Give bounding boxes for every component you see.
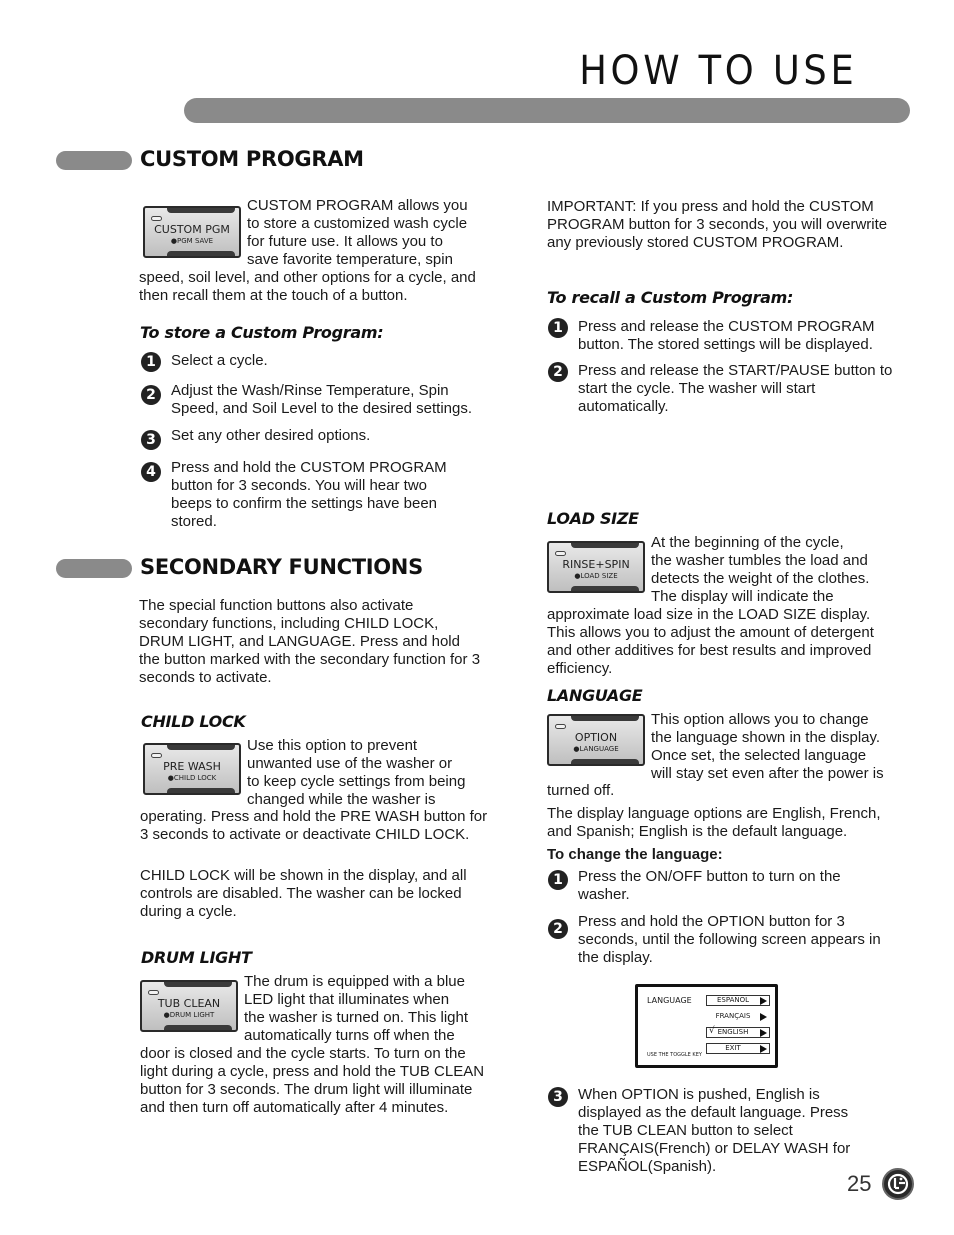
drum-light-wrap: The drum is equipped with a blue LED light that illuminates when the washer is turned on. This light automatically turns off when the	[244, 973, 469, 1044]
arrow-right-icon	[760, 997, 767, 1005]
store-program-heading: To store a Custom Program:	[140, 323, 384, 342]
store-steps-list	[141, 352, 501, 531]
tub-clean-button-illustration: TUB CLEAN ●DRUM LIGHT	[140, 980, 238, 1032]
header-divider-bar	[184, 98, 910, 123]
load-size-heading: LOAD SIZE	[547, 509, 639, 528]
section-marker	[56, 559, 132, 578]
section-marker	[56, 151, 132, 170]
secondary-intro: The special function buttons also activate secondary functions, including CHILD LOCK, DRUM LIGHT, and LANGUAGE. Press and hold the button marked with the secondary function for 3 seconds to activate.	[139, 597, 481, 686]
custom-pgm-button-illustration: CUSTOM PGM ●PGM SAVE	[143, 206, 241, 258]
page-title: HOW TO USE	[578, 48, 857, 94]
recall-program-heading: To recall a Custom Program:	[547, 288, 794, 307]
language-step-3	[548, 1086, 908, 1176]
secondary-functions-heading: SECONDARY FUNCTIONS	[140, 555, 423, 579]
language-option-exit: EXIT	[706, 1043, 770, 1054]
drum-light-description: door is closed and the cycle starts. To turn on the light during a cycle, press and hold the TUB CLEAN button for 3 seconds. The drum light will illuminate and then turn off automatically after 4 minutes.	[140, 1045, 485, 1116]
language-steps-list	[548, 868, 908, 967]
screen-hint: USE THE TOGGLE KEY	[647, 1052, 702, 1058]
list-item: 2 Press and hold the OPTION button for 3 seconds, until the following screen appears in the display.	[548, 913, 908, 967]
list-item: 4 Press and hold the CUSTOM PROGRAM button for 3 seconds. You will hear two beeps to confirm the settings have been stored.	[141, 459, 501, 531]
list-item: 1 Press and release the CUSTOM PROGRAM button. The stored settings will be displayed.	[548, 318, 908, 354]
language-option-francais: FRANÇAIS	[706, 1011, 770, 1022]
option-button-illustration: OPTION ●LANGUAGE	[547, 714, 645, 766]
child-lock-description: operating. Press and hold the PRE WASH button for 3 seconds to activate or deactivate CHILD LOCK.	[140, 808, 488, 843]
custom-program-heading: CUSTOM PROGRAM	[140, 147, 364, 171]
change-language-label: To change the language:	[547, 846, 723, 863]
drum-light-heading: DRUM LIGHT	[141, 948, 252, 967]
list-item: 2 Adjust the Wash/Rinse Temperature, Spin Speed, and Soil Level to the desired settings.	[141, 382, 501, 418]
child-lock-heading: CHILD LOCK	[141, 712, 246, 731]
custom-program-intro: speed, soil level, and other options for a cycle, and then recall them at the touch of a button.	[139, 269, 476, 304]
language-option-english: √ ENGLISH	[706, 1027, 770, 1038]
language-heading: LANGUAGE	[547, 686, 643, 705]
list-item: 3 When OPTION is pushed, English is displayed as the default language. Press the TUB CLEAN button to select FRANÇAIS(French) or DELAY WASH for ESPAÑOL(Spanish).	[548, 1086, 908, 1176]
language-options-note: The display language options are English, French, and Spanish; English is the default language.	[547, 805, 881, 840]
list-item: 2 Press and release the START/PAUSE button to start the cycle. The washer will start automatically.	[548, 362, 908, 416]
list-item: 1 Select a cycle.	[141, 352, 501, 372]
list-item: 3 Set any other desired options.	[141, 427, 501, 450]
arrow-right-icon	[760, 1013, 767, 1021]
lg-logo-icon	[882, 1168, 914, 1200]
checkmark-icon: √	[709, 1026, 715, 1036]
language-display-screen	[635, 984, 778, 1068]
load-size-description: approximate load size in the LOAD SIZE display. This allows you to adjust the amount of detergent and other additives for best results and improved efficiency.	[547, 606, 874, 677]
child-lock-wrap: Use this option to prevent unwanted use of the washer or to keep cycle settings from being changed while the washer is	[247, 737, 466, 808]
page-number: 25	[847, 1171, 872, 1196]
arrow-right-icon	[760, 1029, 767, 1037]
language-description: turned off.	[547, 782, 615, 799]
pre-wash-button-illustration: PRE WASH ●CHILD LOCK	[143, 743, 241, 795]
rinse-spin-button-illustration: RINSE+SPIN ●LOAD SIZE	[547, 541, 645, 593]
screen-title: LANGUAGE	[647, 996, 692, 1005]
list-item: 1 Press the ON/OFF button to turn on the washer.	[548, 868, 908, 904]
language-option-espanol: ESPAÑOL	[706, 995, 770, 1006]
custom-program-intro-wrap: CUSTOM PROGRAM allows you to store a customized wash cycle for future use. It allows you to save favorite temperature, spin	[247, 197, 468, 268]
language-wrap: This option allows you to change the language shown in the display. Once set, the selected language will stay set even after the power is	[651, 711, 884, 782]
child-lock-note: CHILD LOCK will be shown in the display, and all controls are disabled. The washer can be locked during a cycle.	[140, 867, 467, 920]
important-note: IMPORTANT: If you press and hold the CUSTOM PROGRAM button for 3 seconds, you will overwrite any previously stored CUSTOM PROGRAM.	[547, 198, 888, 251]
arrow-right-icon	[760, 1045, 767, 1053]
recall-steps-list	[548, 318, 908, 416]
load-size-wrap: At the beginning of the cycle, the washer tumbles the load and detects the weight of the clothes. The display will indicate the	[651, 534, 870, 605]
